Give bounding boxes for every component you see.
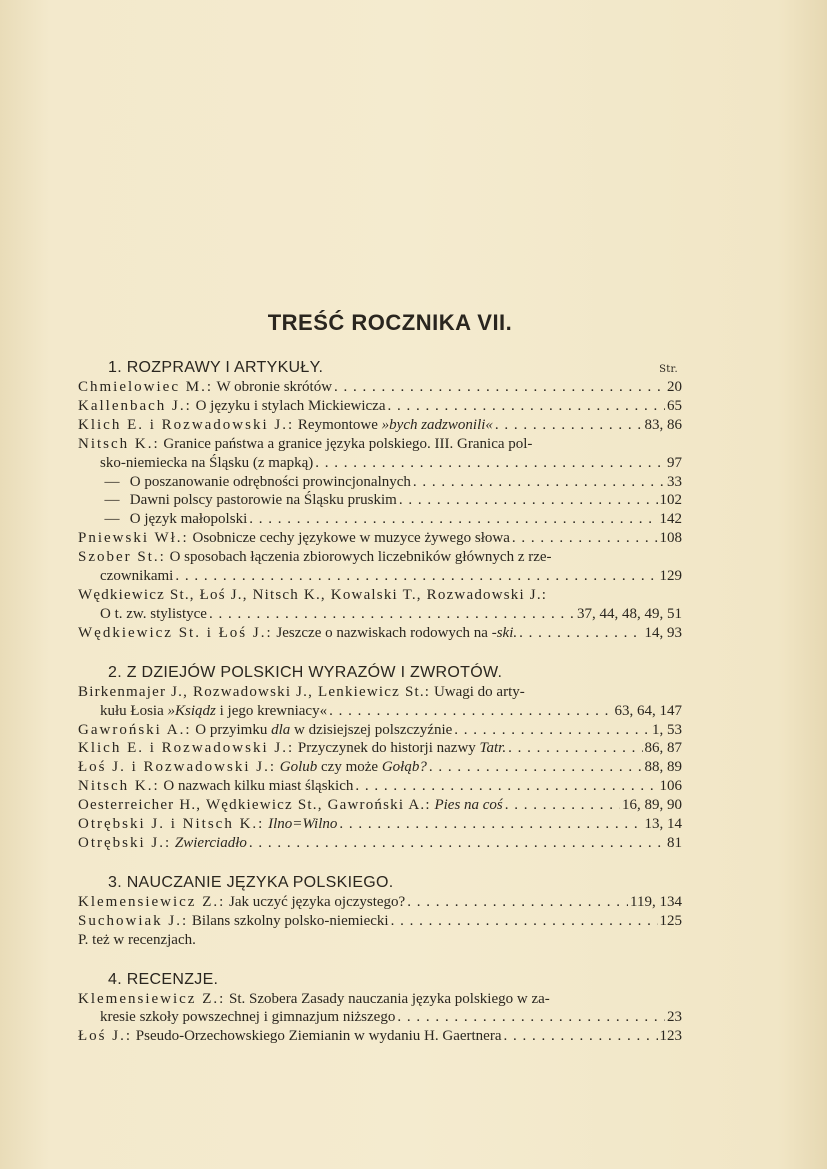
toc-note: P. też w recenzjach. (78, 931, 196, 948)
section-teaching (78, 873, 682, 950)
section-heading: 2. Z DZIEJÓW POLSKICH WYRAZÓW I ZWROTÓW. (108, 663, 503, 681)
toc-entry: Birkenmajer J., Rozwadowski J., Lenkiewicz St.: Uwagi do arty- kułu Łosia »Ksiądz i jego krewniacy« . . . 63, 64, 147 (78, 683, 682, 721)
section-articles (78, 358, 682, 643)
toc-entry: Oesterreicher H., Wędkiewicz St., Gawroński A.: Pies na coś . . . 16, 89, 90 (78, 796, 682, 815)
page-column-label: Str. (659, 364, 678, 375)
toc-entry: Klemensiewicz Z.: Jak uczyć języka ojczystego? . . . 119, 134 (78, 893, 682, 912)
toc-entry: Łoś J.: Pseudo-Orzechowskiego Ziemianin w wydaniu H. Gaertnera . . . 123 (78, 1027, 682, 1046)
toc-entry: Wędkiewicz St. i Łoś J.: Jeszcze o nazwiskach rodowych na -ski. . . . 14, 93 (78, 624, 682, 643)
toc-entry: Chmielowiec M.: W obronie skrótów . . . 20 (78, 378, 682, 397)
toc-entry: Szober St.: O sposobach łączenia zbiorowych liczebników głównych z rze- czownikami . . . 129 (78, 548, 682, 586)
table-of-contents (78, 310, 682, 1066)
toc-entry: — O język małopolski . . . 142 (78, 510, 682, 529)
toc-entry: Klich E. i Rozwadowski J.: Przyczynek do historji nazwy Tatr. . . . 86, 87 (78, 739, 682, 758)
toc-entry: Nitsch K.: Granice państwa a granice języka polskiego. III. Granica pol- sko-niemiecka na Śląsku (z mapką) . . . 97 (78, 435, 682, 473)
toc-entry: Kallenbach J.: O języku i stylach Mickiewicza . . . 65 (78, 397, 682, 416)
page-title: TREŚĆ ROCZNIKA VII. (267, 310, 513, 335)
toc-entry: — Dawni polscy pastorowie na Śląsku pruskim . . . 102 (78, 491, 682, 510)
toc-entry: Gawroński A.: O przyimku dla w dzisiejszej polszczyźnie . . . 1, 53 (78, 721, 682, 740)
toc-entry: Suchowiak J.: Bilans szkolny polsko-niemiecki . . . 125 (78, 912, 682, 931)
section-reviews (78, 970, 682, 1047)
toc-entry: Nitsch K.: O nazwach kilku miast śląskich . . . 106 (78, 777, 682, 796)
section-heading: 4. RECENZJE. (108, 970, 219, 988)
toc-entry: Wędkiewicz St., Łoś J., Nitsch K., Kowalski T., Rozwadowski J.: O t. zw. stylistyce . . . 37, 44, 48, 49, 51 (78, 586, 682, 624)
toc-entry: Otrębski J. i Nitsch K.: Ilno=Wilno . . . 13, 14 (78, 815, 682, 834)
toc-entry: Pniewski Wł.: Osobnicze cechy językowe w muzyce żywego słowa . . . 108 (78, 529, 682, 548)
toc-entry: Otrębski J.: Zwierciadło . . . 81 (78, 834, 682, 853)
toc-entry: Łoś J. i Rozwadowski J.: Golub czy może Gołąb? . . . 88, 89 (78, 758, 682, 777)
section-heading: 1. ROZPRAWY I ARTYKUŁY. Str. (78, 358, 682, 378)
toc-entry: Klich E. i Rozwadowski J.: Reymontowe »bych zadzwonili« . . . 83, 86 (78, 416, 682, 435)
section-words-history (78, 663, 682, 853)
toc-entry: Klemensiewicz Z.: St. Szobera Zasady nauczania języka polskiego w za- kresie szkoły powszechnej i gimnazjum niższego . . . 23 (78, 990, 682, 1028)
toc-entry: — O poszanowanie odrębności prowincjonalnych . . . 33 (78, 473, 682, 492)
section-heading: 3. NAUCZANIE JĘZYKA POLSKIEGO. (108, 873, 394, 891)
